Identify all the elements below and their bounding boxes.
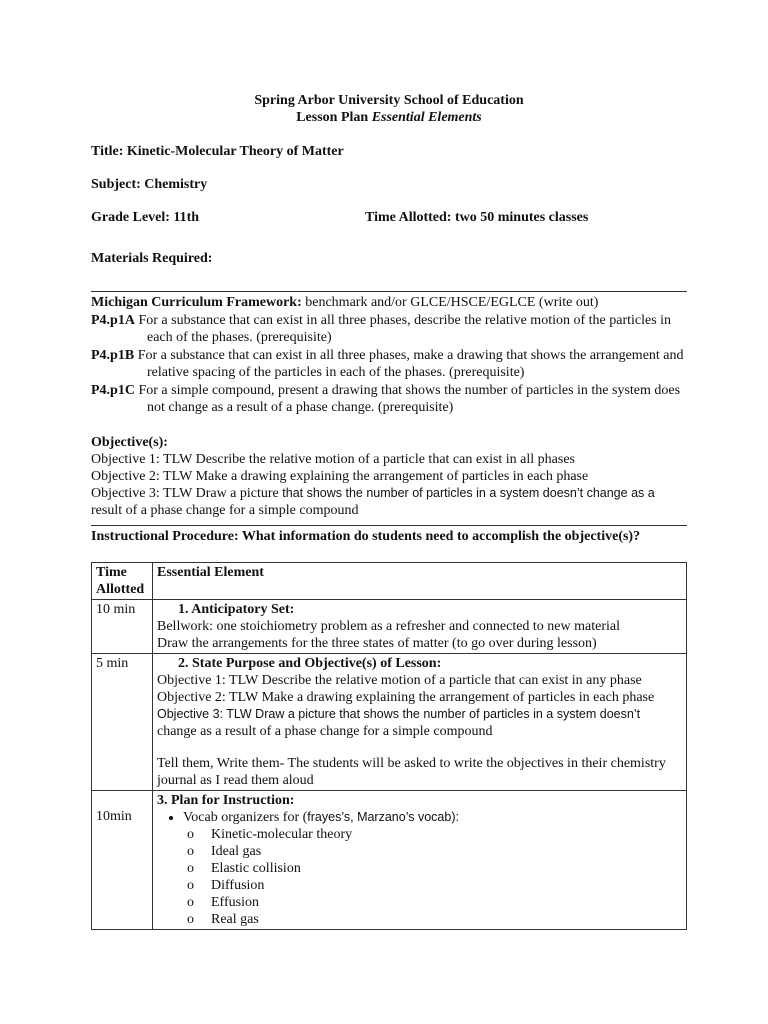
benchmark-code: P4.p1B [91,348,135,363]
benchmark-code: P4.p1C [91,383,135,398]
vocab-term: Effusion [211,895,259,910]
school-heading: Spring Arbor University School of Education [254,93,524,108]
table-row [92,654,687,791]
benchmark-text: For a substance that can exist in all three phases, describe the relative motion of the particles in each of the phases. (prerequisite) [134,313,672,345]
subtitle-italic: Essential Elements [371,110,482,125]
cell-line: Tell them, Write them- The students will be asked to write the objectives in their chemistry journal as I read them aloud [157,756,666,788]
cell-line: Objective 2: TLW Make a drawing explaining the arrangement of particles in each phase [157,690,655,705]
objective-3-cont: result of a phase change for a simple compound [91,503,359,518]
list-marker: o [187,861,194,876]
vocab-term: Diffusion [211,878,265,893]
procedure-heading: Instructional Procedure: What information do students need to accomplish the objective(s)? [91,529,641,544]
vocab-term: Real gas [211,912,259,927]
objectives-heading: Objective(s): [91,435,168,450]
benchmark-code: P4.p1A [91,313,135,328]
grade-level-field: Grade Level: 11th [91,210,200,225]
lesson-table [91,562,687,930]
list-item [187,843,682,860]
bullet-text-rest: frayes’s, Marzano’s vocab): [307,810,459,824]
cell-line: Draw the arrangements for the three states of matter (to go over during lesson) [157,636,597,651]
cell-line: Objective 1: TLW Describe the relative motion of a particle that can exist in any phase [157,673,642,688]
list-item [187,894,682,911]
list-item [187,911,682,928]
list-marker: o [187,895,194,910]
list-item [183,809,682,928]
benchmark-item [91,347,687,381]
title-field: Title: Kinetic-Molecular Theory of Matter [91,144,344,159]
framework-note: benchmark and/or GLCE/HSCE/EGLCE (write out) [301,295,599,310]
time-cell: 10min [92,791,153,930]
cell-line: Bellwork: one stoichiometry problem as a refresher and connected to new material [157,619,620,634]
objective-3 [91,485,687,502]
subtitle-plain: Lesson Plan [296,110,372,125]
lesson-plan-page [91,92,687,930]
framework-heading [91,294,687,311]
section-title: 3. Plan for Instruction: [157,793,295,808]
objective-3-rest: that shows the number of particles in a system doesn’t change as a [282,486,655,500]
list-marker: o [187,827,194,842]
table-row [92,600,687,654]
time-cell: 5 min [92,654,153,791]
element-cell [153,654,687,791]
element-cell [153,600,687,654]
cell-line: change as a result of a phase change for a simple compound [157,724,493,739]
lesson-plan-subtitle [91,109,687,126]
time-cell: 10 min [92,600,153,654]
bullet-list [157,809,682,928]
objective-2: Objective 2: TLW Make a drawing explaining the arrangement of particles in each phase [91,469,589,484]
element-header: Essential Element [153,563,687,600]
benchmark-text: For a simple compound, present a drawing that shows the number of particles in the system does not change as a result of a phase change. (prerequisite) [134,383,681,415]
section-title: 2. State Purpose and Objective(s) of Lesson: [178,656,442,671]
vocab-list [183,826,682,928]
time-header: Time Allotted [92,563,153,600]
cell-line: Objective 3: TLW Draw a picture that shows the number of particles in a system doesn’t [157,707,641,721]
vocab-term: Kinetic-molecular theory [211,827,353,842]
table-row [92,791,687,930]
table-header-row [92,563,687,600]
divider [91,525,687,526]
benchmark-text: For a substance that can exist in all three phases, make a drawing that shows the arrangement and relative spacing of the particles in each of the phases. (prerequisite) [134,348,684,380]
benchmark-item [91,382,687,416]
list-item [187,860,682,877]
materials-field: Materials Required: [91,251,213,266]
grade-time-row [91,209,687,226]
objective-1: Objective 1: TLW Describe the relative motion of a particle that can exist in all phases [91,452,575,467]
vocab-term: Elastic collision [211,861,301,876]
section-title: 1. Anticipatory Set: [178,602,295,617]
divider [91,291,687,292]
vocab-term: Ideal gas [211,844,262,859]
element-cell [153,791,687,930]
framework-label: Michigan Curriculum Framework: [91,295,302,310]
benchmark-item [91,312,687,346]
list-marker: o [187,912,194,927]
objective-3-start: Objective 3: TLW Draw a picture [91,486,283,501]
list-marker: o [187,844,194,859]
subject-field: Subject: Chemistry [91,177,208,192]
time-allotted-field: Time Allotted: two 50 minutes classes [365,210,589,225]
bullet-text-start: Vocab organizers for ( [183,810,308,825]
list-item [187,826,682,843]
list-item [187,877,682,894]
list-marker: o [187,878,194,893]
